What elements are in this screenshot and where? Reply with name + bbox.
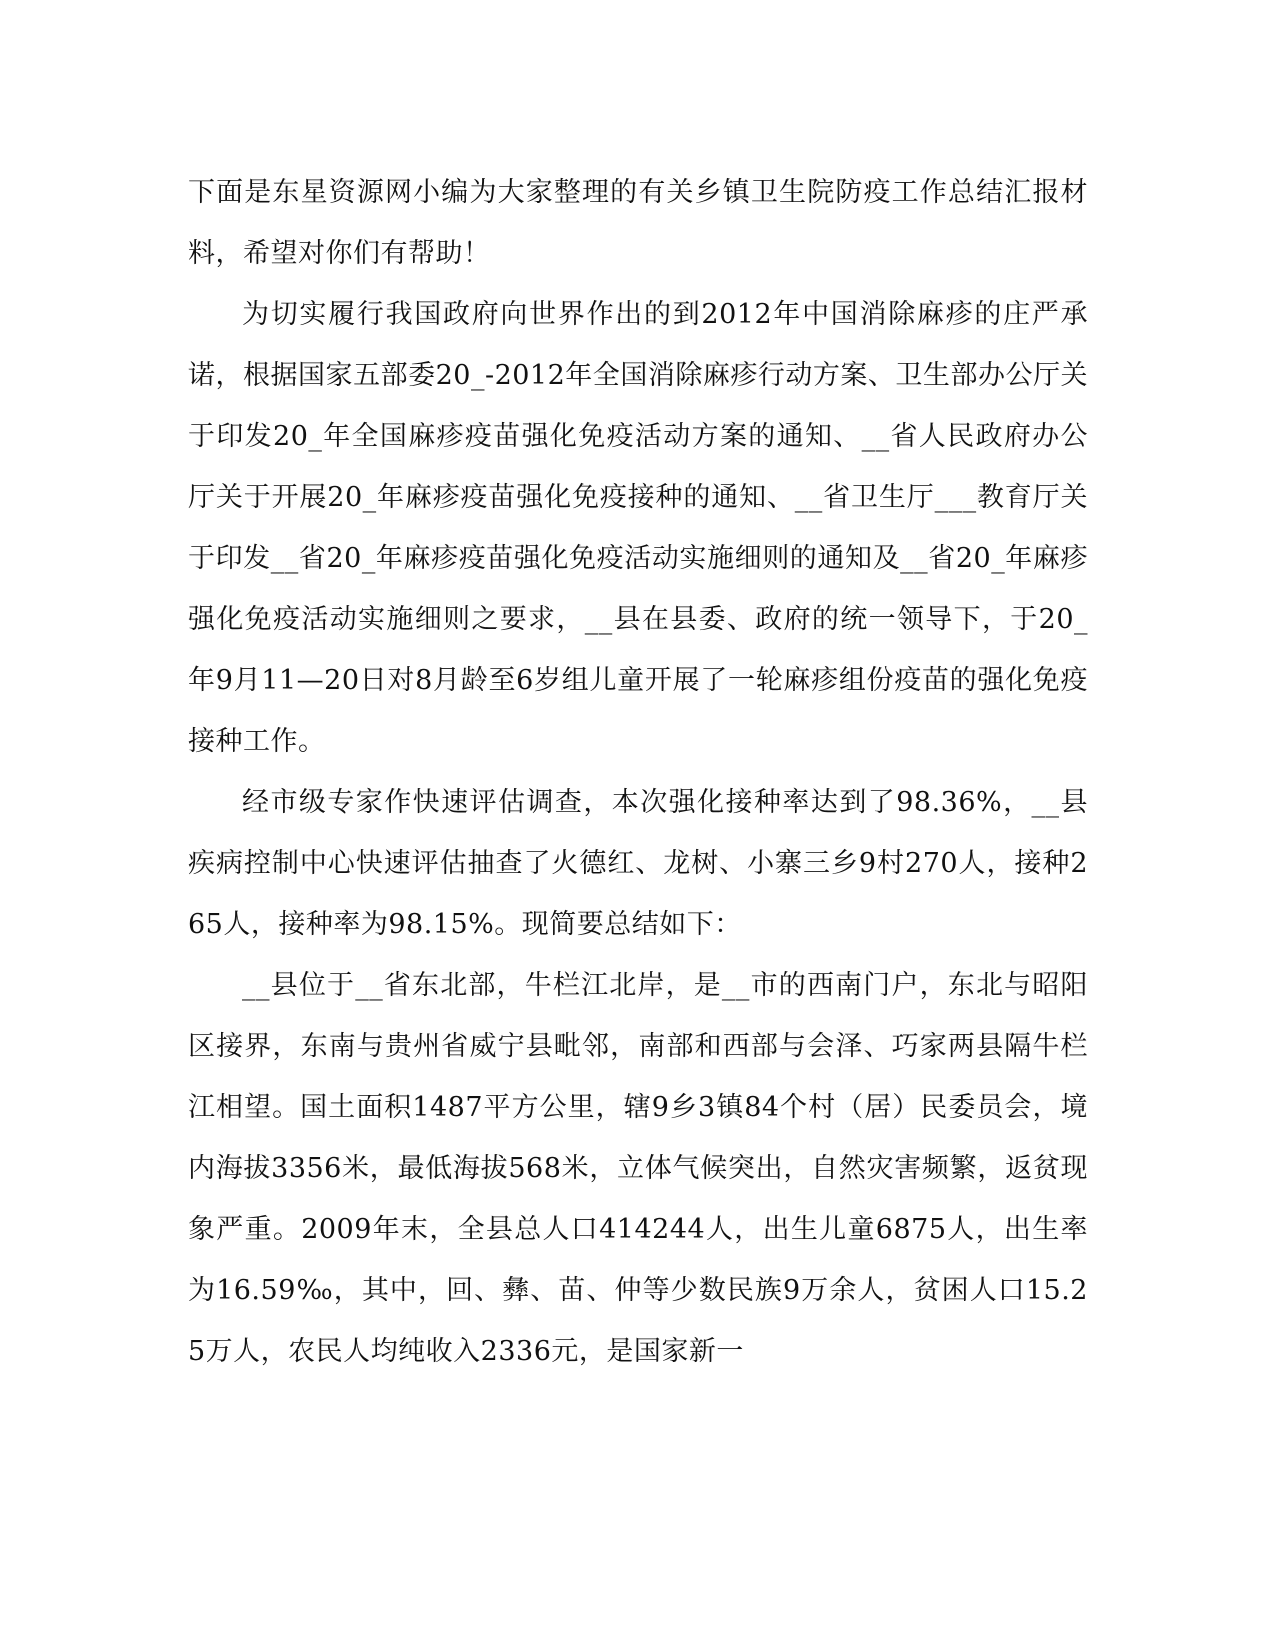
document-body xyxy=(188,162,1088,1382)
evaluation-paragraph: 经市级专家作快速评估调查，本次强化接种率达到了98.36%，__县疾病控制中心快速评估抽查了火德红、龙树、小寨三乡9村270人，接种265人，接种率为98.15%。现简要总结如下： xyxy=(188,787,1088,940)
county-overview-paragraph: __县位于__省东北部，牛栏江北岸，是__市的西南门户，东北与昭阳区接界，东南与贵州省威宁县毗邻，南部和西部与会泽、巧家两县隔牛栏江相望。国土面积1487平方公里，辖9乡3镇84个村（居）民委员会，境内海拔3356米，最低海拔568米，立体气候突出，自然灾害频繁，返贫现象严重。2009年末，全县总人口414244人，出生儿童6875人，出生率为16.59‰，其中，回、彝、苗、仲等少数民族9万余人，贫困人口15.25万人，农民人均纯收入2336元，是国家新一 xyxy=(188,970,1088,1367)
background-paragraph: 为切实履行我国政府向世界作出的到2012年中国消除麻疹的庄严承诺，根据国家五部委20_-2012年全国消除麻疹行动方案、卫生部办公厅关于印发20_年全国麻疹疫苗强化免疫活动方案的通知、__省人民政府办公厅关于开展20_年麻疹疫苗强化免疫接种的通知、__省卫生厅___教育厅关于印发__省20_年麻疹疫苗强化免疫活动实施细则的通知及__省20_年麻疹强化免疫活动实施细则之要求，__县在县委、政府的统一领导下，于20_年9月11—20日对8月龄至6岁组儿童开展了一轮麻疹组份疫苗的强化免疫接种工作。 xyxy=(188,299,1088,757)
intro-paragraph: 下面是东星资源网小编为大家整理的有关乡镇卫生院防疫工作总结汇报材料，希望对你们有帮助！ xyxy=(188,177,1088,269)
